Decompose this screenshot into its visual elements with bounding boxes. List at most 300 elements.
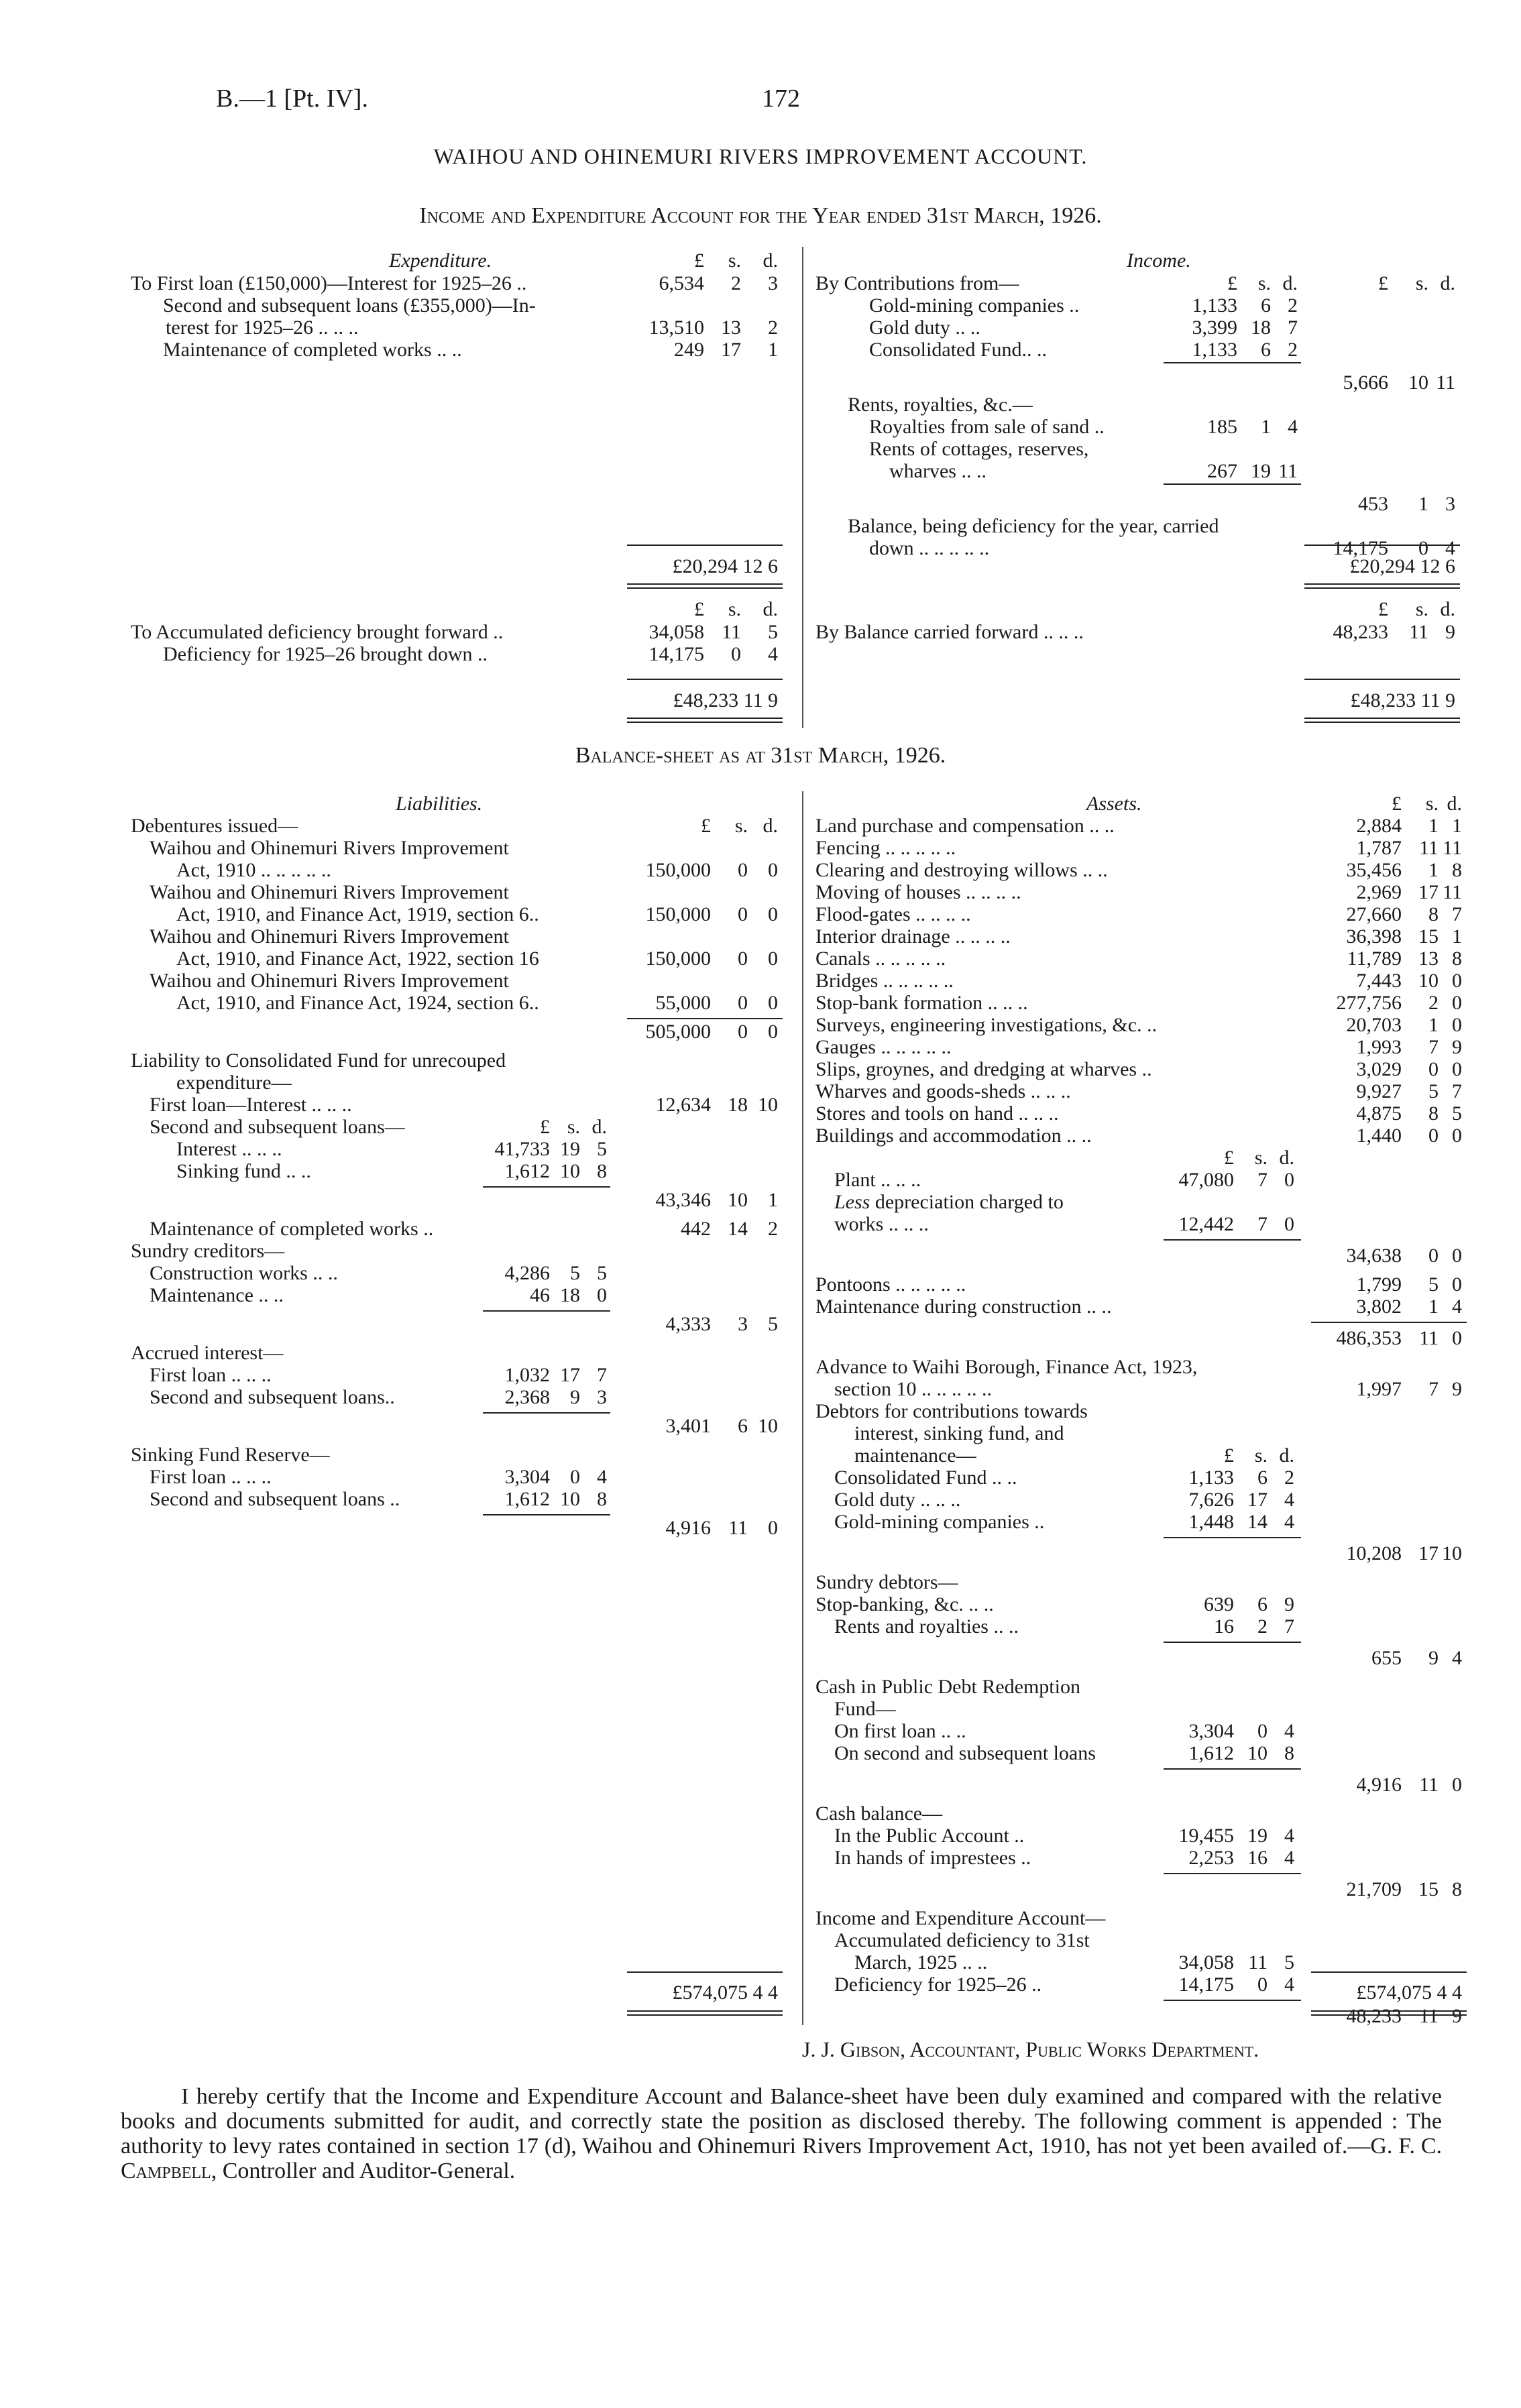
income-main-head-pounds: £ <box>1378 272 1388 294</box>
income-sub-head-pence: d. <box>1282 272 1298 294</box>
liabilities-sub-amount-pence: 8 <box>597 1160 607 1182</box>
liabilities-sub-rule <box>483 1514 610 1515</box>
income-sub-amount-pounds: 1,133 <box>1192 294 1237 317</box>
income-amount-pounds: 5,666 <box>1343 371 1388 394</box>
assets-amount-shillings: 17 <box>1418 881 1439 903</box>
expenditure-line: terest for 1925–26 .. .. .. <box>166 317 359 339</box>
assets-amount-pounds: 1,787 <box>1356 837 1402 859</box>
assets-line: maintenance— <box>854 1444 976 1467</box>
assets-amount-pounds: 655 <box>1371 1647 1402 1669</box>
liabilities-sub-amount-pence: 7 <box>597 1364 607 1386</box>
signature-text: J. J. Gibson, Accountant, Public Works Department. <box>802 2037 1259 2061</box>
liabilities-line: Waihou and Ohinemuri Rivers Improvement <box>150 970 509 992</box>
assets-line: Cash balance— <box>815 1802 943 1825</box>
assets-sub-amount-pence: 2 <box>1284 1467 1294 1489</box>
assets-heading: Assets. <box>1086 793 1142 815</box>
assets-line: Gauges .. .. .. .. .. <box>815 1036 952 1058</box>
assets-line: Debtors for contributions towards <box>815 1400 1088 1422</box>
assets-line: Flood-gates .. .. .. .. <box>815 903 971 925</box>
liabilities-amount-shillings: 0 <box>738 948 748 970</box>
income-line: Gold duty .. .. <box>869 317 980 339</box>
assets-amount-pounds: 48,233 <box>1346 2005 1402 2027</box>
liabilities-amount-pounds: 12,634 <box>655 1094 711 1116</box>
liabilities-total-rule-bottom <box>627 2010 783 2016</box>
liabilities-line: Second and subsequent loans.. <box>150 1386 395 1408</box>
income-sub-amount-shillings: 19 <box>1251 460 1271 482</box>
liabilities-amount-pence: 0 <box>768 948 778 970</box>
expenditure-bf-amount-pence: 5 <box>768 621 778 643</box>
liabilities-subtotal-rule <box>627 1018 783 1019</box>
income-subtotal-rule <box>1164 362 1301 363</box>
assets-sub-amount-shillings: 11 <box>1248 1951 1268 1973</box>
liabilities-sub-rule <box>483 1412 610 1414</box>
liabilities-amount-pence: 0 <box>768 1517 778 1539</box>
assets-amount-pounds: 2,969 <box>1356 881 1402 903</box>
assets-amount-pence: 4 <box>1452 1647 1462 1669</box>
income-line: wharves .. .. <box>889 460 987 482</box>
income-bf-line: By Balance carried forward .. .. .. <box>815 621 1084 643</box>
expenditure-col-head-pounds: £ <box>694 249 704 272</box>
assets-col-head-shillings: s. <box>1425 793 1439 815</box>
assets-sub-rule <box>1164 1239 1301 1241</box>
income-amount-pence: 11 <box>1436 371 1455 394</box>
income-second-head-shillings: s. <box>1415 598 1428 620</box>
assets-amount-pounds: 1,799 <box>1356 1273 1402 1296</box>
assets-sub-amount-shillings: 16 <box>1247 1847 1268 1869</box>
assets-sub-amount-pounds: 1,133 <box>1188 1467 1234 1489</box>
assets-sub-amount-shillings: 6 <box>1257 1593 1268 1615</box>
liabilities-line: Waihou and Ohinemuri Rivers Improvement <box>150 837 509 859</box>
liabilities-amount-shillings: 0 <box>738 859 748 881</box>
income-line: Royalties from sale of sand .. <box>869 416 1105 438</box>
expenditure-amount-pence: 2 <box>768 317 778 339</box>
assets-sub-amount-pounds: 14,175 <box>1178 1973 1234 1996</box>
liabilities-sub-amount-pence: 5 <box>597 1262 607 1284</box>
liabilities-line: Act, 1910, and Finance Act, 1922, section 16 <box>176 948 539 970</box>
less-label: Less <box>834 1191 870 1213</box>
liabilities-line: First loan—Interest .. .. .. <box>150 1094 352 1116</box>
assets-amount-pence: 0 <box>1452 1273 1462 1296</box>
income-main-head-pence: d. <box>1440 272 1455 294</box>
expenditure-total-rule-bottom <box>627 583 783 589</box>
liabilities-amount-pence: 0 <box>768 992 778 1014</box>
liabilities-line: Sundry creditors— <box>131 1240 285 1262</box>
liabilities-line: Construction works .. .. <box>150 1262 338 1284</box>
liabilities-amount-shillings: 14 <box>728 1218 748 1240</box>
income-line: By Contributions from— <box>815 272 1019 294</box>
expenditure-bf-total: £48,233 11 9 <box>673 689 778 711</box>
assets-amount-pence: 8 <box>1452 948 1462 970</box>
expenditure-amount-shillings: 2 <box>731 272 741 294</box>
assets-col-head-pence: d. <box>1447 793 1462 815</box>
income-sub-amount-pence: 4 <box>1288 416 1298 438</box>
assets-amount-shillings: 7 <box>1428 1378 1439 1400</box>
assets-sub-amount-pounds: 1,612 <box>1188 1742 1234 1764</box>
assets-amount-pence: 11 <box>1443 881 1462 903</box>
liabilities-amount-shillings: 11 <box>728 1517 748 1539</box>
liabilities-amount-pounds: 55,000 <box>655 992 711 1014</box>
assets-line: Slips, groynes, and dredging at wharves .. <box>815 1058 1152 1080</box>
assets-amount-pounds: 4,875 <box>1356 1102 1402 1125</box>
assets-amount-pounds: 1,997 <box>1356 1378 1402 1400</box>
liabilities-sub-amount-pounds: 3,304 <box>504 1466 550 1488</box>
liabilities-line: Act, 1910 .. .. .. .. .. <box>176 859 331 881</box>
liabilities-amount-shillings: 0 <box>738 992 748 1014</box>
income-amount-shillings: 10 <box>1408 371 1428 394</box>
assets-sub-amount-shillings: s. <box>1254 1147 1268 1169</box>
assets-sub-amount-pence: 4 <box>1284 1973 1294 1996</box>
assets-sub-amount-pounds: 12,442 <box>1178 1213 1234 1235</box>
assets-amount-shillings: 2 <box>1428 992 1439 1014</box>
liabilities-line: Sinking fund .. .. <box>176 1160 311 1182</box>
expenditure-amount-pence: 1 <box>768 339 778 361</box>
liabilities-amount-pounds: 442 <box>681 1218 711 1240</box>
assets-amount-shillings: 10 <box>1418 970 1439 992</box>
assets-line: Bridges .. .. .. .. .. <box>815 970 954 992</box>
liabilities-line: Accrued interest— <box>131 1342 284 1364</box>
assets-line: March, 1925 .. .. <box>854 1951 988 1973</box>
income-line: Consolidated Fund.. .. <box>869 339 1048 361</box>
liabilities-sub-amount-pounds: 41,733 <box>494 1138 550 1160</box>
income-amount-pence: 4 <box>1445 537 1455 559</box>
assets-amount-pence: 9 <box>1452 1378 1462 1400</box>
assets-sub-amount-pence: 9 <box>1284 1593 1294 1615</box>
expenditure-line: Second and subsequent loans (£355,000)—In- <box>163 294 536 317</box>
assets-amount-pence: 0 <box>1452 970 1462 992</box>
assets-amount-pounds: 7,443 <box>1356 970 1402 992</box>
assets-line: Advance to Waihi Borough, Finance Act, 1923, <box>815 1356 1198 1378</box>
assets-total-rule-top <box>1311 1971 1467 1973</box>
assets-amount-pounds: 35,456 <box>1346 859 1402 881</box>
assets-amount-pounds: 486,353 <box>1336 1327 1402 1349</box>
assets-amount-pence: 1 <box>1452 925 1462 948</box>
income-line: down .. .. .. .. .. <box>869 537 990 559</box>
assets-sub-rule <box>1164 2000 1301 2001</box>
expenditure-bf-amount-pounds: 34,058 <box>649 621 704 643</box>
assets-amount-pounds: 34,638 <box>1346 1245 1402 1267</box>
assets-amount-pounds: 20,703 <box>1346 1014 1402 1036</box>
income-amount-pence: 3 <box>1445 493 1455 515</box>
assets-amount-pounds: 3,802 <box>1356 1296 1402 1318</box>
ie-column-divider <box>802 247 803 728</box>
assets-sub-amount-pence: 0 <box>1284 1213 1294 1235</box>
assets-sub-amount-pounds: 639 <box>1204 1593 1234 1615</box>
assets-amount-shillings: 1 <box>1428 1296 1439 1318</box>
liabilities-line: Act, 1910, and Finance Act, 1924, section 6.. <box>176 992 539 1014</box>
liabilities-sub-amount-shillings: 9 <box>570 1386 580 1408</box>
income-sub-head-pounds: £ <box>1227 272 1237 294</box>
liabilities-amount-pounds: 505,000 <box>645 1021 711 1043</box>
assets-amount-pence: 8 <box>1452 1878 1462 1900</box>
expenditure-bf-amount-shillings: 0 <box>731 643 741 665</box>
assets-line: Fund— <box>834 1698 896 1720</box>
income-total-rule-top <box>1304 544 1460 546</box>
liabilities-line: Debentures issued— <box>131 815 298 837</box>
assets-line: interest, sinking fund, and <box>854 1422 1064 1444</box>
assets-line: Less depreciation charged to <box>834 1191 1064 1213</box>
assets-sub-amount-shillings: 19 <box>1247 1825 1268 1847</box>
liabilities-amount-shillings: 18 <box>728 1094 748 1116</box>
assets-sub-amount-pounds: 34,058 <box>1178 1951 1234 1973</box>
assets-sub-amount-pence: 7 <box>1284 1615 1294 1638</box>
assets-amount-pence: 7 <box>1452 903 1462 925</box>
liabilities-amount-pounds: 4,333 <box>665 1313 711 1335</box>
liabilities-line: Second and subsequent loans .. <box>150 1488 400 1510</box>
income-sub-amount-shillings: 18 <box>1251 317 1271 339</box>
assets-sub-amount-shillings: 2 <box>1257 1615 1268 1638</box>
assets-line: Maintenance during construction .. .. <box>815 1296 1112 1318</box>
assets-amount-pence: 0 <box>1452 1014 1462 1036</box>
liabilities-line: Maintenance .. .. <box>150 1284 284 1306</box>
liabilities-amount-pence: 0 <box>768 859 778 881</box>
assets-amount-pence: 0 <box>1452 1125 1462 1147</box>
assets-sub-amount-pounds: £ <box>1224 1444 1234 1467</box>
expenditure-second-head-pence: d. <box>763 598 778 620</box>
assets-amount-pence: 9 <box>1452 1036 1462 1058</box>
liabilities-line: Sinking Fund Reserve— <box>131 1444 330 1466</box>
assets-sub-amount-shillings: 14 <box>1247 1511 1268 1533</box>
assets-amount-shillings: 7 <box>1428 1036 1439 1058</box>
income-second-head-pence: d. <box>1440 598 1455 620</box>
liabilities-line: Waihou and Ohinemuri Rivers Improvement <box>150 881 509 903</box>
expenditure-bf-line: Deficiency for 1925–26 brought down .. <box>163 643 488 665</box>
liabilities-sub-amount-pounds: 46 <box>530 1284 550 1306</box>
expenditure-total-rule-top <box>627 544 783 546</box>
assets-line: On first loan .. .. <box>834 1720 966 1742</box>
assets-amount-shillings: 11 <box>1419 2005 1439 2027</box>
liabilities-sub-amount-pounds: £ <box>540 1116 550 1138</box>
income-bf-rule-bottom <box>1304 718 1460 723</box>
assets-line: Sundry debtors— <box>815 1571 958 1593</box>
income-sub-amount-pence: 7 <box>1288 317 1298 339</box>
assets-amount-pence: 0 <box>1452 1245 1462 1267</box>
assets-sub-amount-pence: d. <box>1279 1444 1294 1467</box>
assets-amount-pounds: 21,709 <box>1346 1878 1402 1900</box>
assets-amount-shillings: 15 <box>1418 1878 1439 1900</box>
income-sub-amount-shillings: 6 <box>1261 339 1271 361</box>
assets-sub-rule <box>1164 1768 1301 1770</box>
assets-line: Canals .. .. .. .. .. <box>815 948 946 970</box>
liabilities-line: Second and subsequent loans— <box>150 1116 405 1138</box>
assets-line: Stop-banking, &c. .. .. <box>815 1593 994 1615</box>
expenditure-bf-line: To Accumulated deficiency brought forward .. <box>131 621 504 643</box>
liabilities-sub-amount-shillings: 19 <box>560 1138 580 1160</box>
assets-amount-pounds: 11,789 <box>1347 948 1402 970</box>
liabilities-sub-amount-pounds: 1,612 <box>504 1160 550 1182</box>
liabilities-col-head-pence: d. <box>763 815 778 837</box>
income-bf-rule-top <box>1304 679 1460 680</box>
accountant-signature <box>802 2037 1259 2062</box>
assets-amount-shillings: 17 <box>1418 1542 1439 1564</box>
income-sub-amount-pence: 2 <box>1288 294 1298 317</box>
assets-amount-shillings: 1 <box>1428 1014 1439 1036</box>
page-number: 172 <box>762 84 800 113</box>
assets-amount-pence: 0 <box>1452 1327 1462 1349</box>
income-total: £20,294 12 6 <box>1349 555 1455 577</box>
liabilities-amount-pounds: 3,401 <box>665 1415 711 1437</box>
assets-line: On second and subsequent loans <box>834 1742 1096 1764</box>
bs-column-divider <box>802 791 803 2025</box>
expenditure-bf-rule-top <box>627 679 783 680</box>
income-sub-amount-pence: 2 <box>1288 339 1298 361</box>
assets-sub-amount-pence: d. <box>1279 1147 1294 1169</box>
liabilities-sub-amount-pounds: 1,612 <box>504 1488 550 1510</box>
assets-amount-shillings: 0 <box>1428 1245 1439 1267</box>
liabilities-amount-pence: 10 <box>758 1094 778 1116</box>
assets-sub-amount-shillings: 0 <box>1257 1973 1268 1996</box>
expenditure-heading: Expenditure. <box>389 249 492 272</box>
income-amount-shillings: 1 <box>1418 493 1428 515</box>
liabilities-line: Act, 1910, and Finance Act, 1919, section 6.. <box>176 903 539 925</box>
assets-sub-amount-pence: 5 <box>1284 1951 1294 1973</box>
liabilities-sub-amount-pounds: 1,032 <box>504 1364 550 1386</box>
expenditure-col-head-shillings: s. <box>728 249 741 272</box>
assets-line: Moving of houses .. .. .. .. <box>815 881 1021 903</box>
expenditure-second-head-pounds: £ <box>694 598 704 620</box>
assets-sub-amount-pounds: 2,253 <box>1188 1847 1234 1869</box>
assets-sub-amount-pence: 4 <box>1284 1825 1294 1847</box>
liabilities-amount-pence: 5 <box>768 1313 778 1335</box>
assets-amount-shillings: 9 <box>1428 1647 1439 1669</box>
assets-amount-pence: 10 <box>1442 1542 1462 1564</box>
assets-line: Stop-bank formation .. .. .. <box>815 992 1028 1014</box>
liabilities-sub-amount-pence: 4 <box>597 1466 607 1488</box>
income-sub-amount-pounds: 3,399 <box>1192 317 1237 339</box>
liabilities-sub-amount-pence: 3 <box>597 1386 607 1408</box>
liabilities-amount-shillings: 6 <box>738 1415 748 1437</box>
income-sub-amount-shillings: 1 <box>1261 416 1271 438</box>
expenditure-amount-pounds: 13,510 <box>649 317 704 339</box>
liabilities-amount-pence: 2 <box>768 1218 778 1240</box>
assets-line: works .. .. .. <box>834 1213 929 1235</box>
assets-line: Stores and tools on hand .. .. .. <box>815 1102 1059 1125</box>
liabilities-amount-pence: 1 <box>768 1189 778 1211</box>
liabilities-sub-amount-shillings: 18 <box>560 1284 580 1306</box>
liabilities-amount-shillings: 3 <box>738 1313 748 1335</box>
expenditure-bf-amount-shillings: 11 <box>722 621 741 643</box>
liabilities-sub-amount-pounds: 2,368 <box>504 1386 550 1408</box>
income-second-head-pounds: £ <box>1378 598 1388 620</box>
liabilities-amount-shillings: 0 <box>738 903 748 925</box>
liabilities-sub-rule <box>483 1310 610 1312</box>
liabilities-amount-pounds: 150,000 <box>645 903 711 925</box>
assets-sub-amount-pounds: 1,448 <box>1188 1511 1234 1533</box>
assets-line: Land purchase and compensation .. .. <box>815 815 1115 837</box>
liabilities-heading: Liabilities. <box>396 793 483 815</box>
liabilities-line: First loan .. .. .. <box>150 1364 272 1386</box>
assets-amount-shillings: 11 <box>1419 1327 1439 1349</box>
assets-subtotal-rule <box>1311 1322 1467 1323</box>
assets-amount-pounds: 277,756 <box>1336 992 1402 1014</box>
assets-line: Deficiency for 1925–26 .. <box>834 1973 1042 1996</box>
assets-sub-amount-pounds: 7,626 <box>1188 1489 1234 1511</box>
income-bf-total: £48,233 11 9 <box>1350 689 1455 711</box>
assets-amount-pounds: 1,440 <box>1356 1125 1402 1147</box>
assets-line: Accumulated deficiency to 31st <box>834 1929 1090 1951</box>
assets-amount-pounds: 10,208 <box>1346 1542 1402 1564</box>
assets-line: Fencing .. .. .. .. .. <box>815 837 956 859</box>
income-bf-amount-pence: 9 <box>1445 621 1455 643</box>
assets-sub-amount-shillings: s. <box>1254 1444 1268 1467</box>
assets-sub-amount-pence: 4 <box>1284 1489 1294 1511</box>
assets-amount-shillings: 11 <box>1419 837 1439 859</box>
assets-amount-shillings: 0 <box>1428 1125 1439 1147</box>
assets-amount-pounds: 36,398 <box>1346 925 1402 948</box>
assets-amount-shillings: 0 <box>1428 1058 1439 1080</box>
assets-amount-pounds: 4,916 <box>1356 1774 1402 1796</box>
assets-sub-amount-pence: 4 <box>1284 1847 1294 1869</box>
liabilities-amount-pounds: 43,346 <box>655 1189 711 1211</box>
assets-line: In hands of imprestees .. <box>834 1847 1031 1869</box>
income-sub-amount-pence: 11 <box>1278 460 1298 482</box>
liabilities-col-head-pounds: £ <box>701 815 711 837</box>
income-line: Balance, being deficiency for the year, carried <box>848 515 1219 537</box>
assets-amount-shillings: 5 <box>1428 1273 1439 1296</box>
expenditure-bf-rule-bottom <box>627 718 783 723</box>
assets-amount-pence: 0 <box>1452 1058 1462 1080</box>
income-total-rule-bottom <box>1304 583 1460 589</box>
assets-amount-pounds: 27,660 <box>1346 903 1402 925</box>
income-bf-amount-pounds: 48,233 <box>1333 621 1388 643</box>
liabilities-total: £574,075 4 4 <box>672 1982 778 2004</box>
liabilities-line: Maintenance of completed works .. <box>150 1218 434 1240</box>
assets-sub-amount-pence: 4 <box>1284 1720 1294 1742</box>
assets-amount-shillings: 8 <box>1428 903 1439 925</box>
expenditure-line: To First loan (£150,000)—Interest for 1925–26 .. <box>131 272 527 294</box>
assets-col-head-pounds: £ <box>1392 793 1402 815</box>
expenditure-amount-shillings: 17 <box>721 339 741 361</box>
expenditure-total: £20,294 12 6 <box>672 555 778 577</box>
assets-line: In the Public Account .. <box>834 1825 1025 1847</box>
assets-sub-amount-pence: 0 <box>1284 1169 1294 1191</box>
liabilities-sub-amount-shillings: 0 <box>570 1466 580 1488</box>
assets-total: £574,075 4 4 <box>1356 1982 1462 2004</box>
assets-amount-pence: 9 <box>1452 2005 1462 2027</box>
income-subtotal-rule <box>1164 483 1301 485</box>
assets-line: Gold duty .. .. .. <box>834 1489 961 1511</box>
assets-sub-amount-pounds: 47,080 <box>1178 1169 1234 1191</box>
liabilities-amount-pounds: 4,916 <box>665 1517 711 1539</box>
income-amount-shillings: 0 <box>1418 537 1428 559</box>
liabilities-sub-rule <box>483 1186 610 1188</box>
assets-line: Wharves and goods-sheds .. .. .. <box>815 1080 1071 1102</box>
liabilities-sub-amount-pounds: 4,286 <box>504 1262 550 1284</box>
income-line: Gold-mining companies .. <box>869 294 1080 317</box>
assets-sub-amount-shillings: 7 <box>1257 1169 1268 1191</box>
income-bf-amount-shillings: 11 <box>1409 621 1428 643</box>
assets-amount-pence: 0 <box>1452 992 1462 1014</box>
assets-sub-amount-shillings: 10 <box>1247 1742 1268 1764</box>
expenditure-line: Maintenance of completed works .. .. <box>163 339 462 361</box>
expenditure-bf-amount-pounds: 14,175 <box>649 643 704 665</box>
income-line: Rents of cottages, reserves, <box>869 438 1089 460</box>
assets-amount-pounds: 1,993 <box>1356 1036 1402 1058</box>
assets-amount-pounds: 2,884 <box>1356 815 1402 837</box>
assets-line: Clearing and destroying willows .. .. <box>815 859 1108 881</box>
liabilities-line: expenditure— <box>176 1072 292 1094</box>
liabilities-amount-pounds: 150,000 <box>645 948 711 970</box>
liabilities-line: Interest .. .. .. <box>176 1138 282 1160</box>
assets-sub-amount-pounds: 19,455 <box>1178 1825 1234 1847</box>
assets-amount-shillings: 8 <box>1428 1102 1439 1125</box>
assets-amount-shillings: 15 <box>1418 925 1439 948</box>
assets-amount-pounds: 3,029 <box>1356 1058 1402 1080</box>
assets-sub-rule <box>1164 1642 1301 1643</box>
liabilities-amount-shillings: 0 <box>738 1021 748 1043</box>
assets-amount-pence: 5 <box>1452 1102 1462 1125</box>
expenditure-amount-shillings: 13 <box>721 317 741 339</box>
assets-amount-shillings: 13 <box>1418 948 1439 970</box>
